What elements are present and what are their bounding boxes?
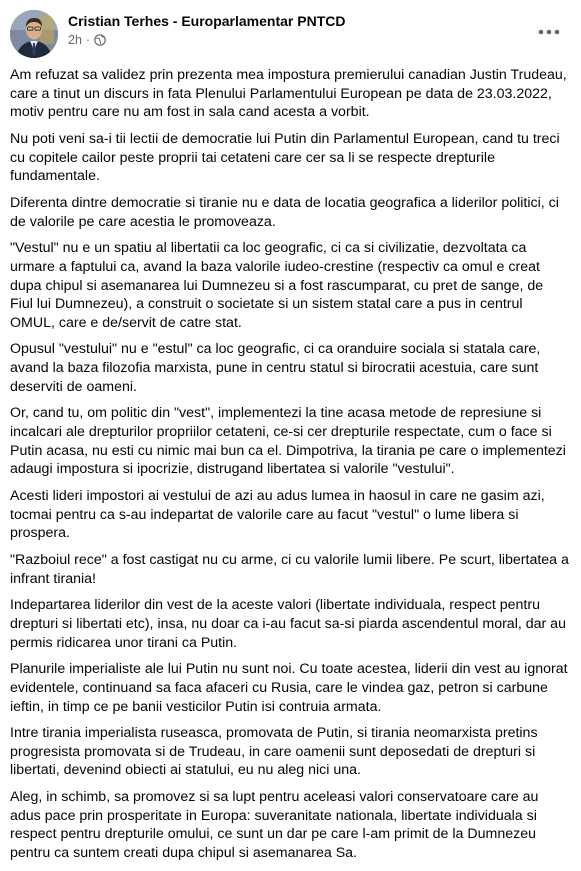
post-paragraph: Aleg, in schimb, sa promovez si sa lupt pentru aceleasi valori conservatoare care au adus pace prin prosperitate in Europa: suveranitate nationala, libertate individuala si respect pentru drepturile omului, ce sunt un dar pe care l-am primit de la Dumnezeu pentru ca suntem creati dupa chipul si asemanarea Sa. (10, 789, 539, 862)
meta-separator: · (85, 33, 91, 47)
globe-icon[interactable] (94, 34, 106, 46)
post-paragraph: Acesti lideri impostori ai vestului de azi au adus lumea in haosul in care ne gasim azi, tocmai pentru ca s-au indepartat de valorile care au facut "vestul" o lume libera si prospera. (10, 488, 545, 542)
post-paragraph: "Razboiul rece" a fost castigat nu cu arme, ci cu valorile lumii libere. Pe scurt, libertatea a infrant tirania! (10, 551, 569, 587)
post-paragraph: Indepartarea liderilor din vest de la aceste valori (libertate individuala, respect pentru drepturi si libertati etc), insa, nu doar ca i-au facut sa-si piarda ascendentul moral, dar au permis ridicarea unor tirani ca Putin. (10, 597, 566, 651)
author-block (68, 12, 345, 48)
post-paragraph: Am refuzat sa validez prin prezenta mea impostura premierului canadian Justin Trudeau, care a tinut un discurs in fata Plenului Parlamentului European pe data de 23.03.2022, motiv pentru care nu am fost in sala cand acesta a vorbit. (10, 67, 567, 121)
post-timestamp[interactable]: 2h (68, 33, 82, 47)
post-paragraph: "Vestul" nu e un spatiu al libertatii ca loc geografic, ci ca si civilizatie, dezvoltata ca urmare a faptului ca, avand la baza valorile iudeo-crestine (respectiv ca omul e creat dupa chipul si asemanarea lui Dumnezeu si a fost rascumparat, cu pret de sange, de Fiul lui Dumnezeu), a construit o societate si un sistem statal care a pus in centrul OMUL, care e de/servit de catre stat. (10, 240, 544, 331)
post-paragraph: Diferenta dintre democratie si tiranie nu e data de locatia geografica a liderilor politici, ci de valorile pe care acestia le promoveaza. (10, 194, 559, 230)
post-paragraph: Opusul "vestului" nu e "estul" ca loc geografic, ci ca oranduire sociala si statala care, avand la baza filozofia marxista, pune in centru statul si birocratii acestuia, care sunt deserviti de oameni. (10, 341, 541, 395)
post-paragraph: Planurile imperialiste ale lui Putin nu sunt noi. Cu toate acestea, liderii din vest au ignorat evidentele, continuand sa faca afaceri cu Rusia, care le vindea gaz, petron si carbune ieftin, in timp ce pe banii vesticilor Putin isi contruia armata. (10, 661, 568, 715)
post-meta (68, 32, 345, 48)
post-header (10, 10, 567, 60)
post-paragraph: Nu poti veni sa-i tii lectii de democratie lui Putin din Parlamentul European, cand tu treci cu copitele cailor peste proprii tai cetateni care cer sa li se respecte drepturile fundamentale. (10, 130, 560, 185)
post-paragraph: Or, cand tu, om politic din "vest", implementezi la tine acasa metode de represiune si incalcari ale drepturilor propriilor cetateni, ce-si cer drepturile respectate, cum o face si Putin acasa, nu esti cu nimic mai bun ca el. Dimpotriva, la tirania pe care o implementezi adaugi impostura si ipocrizie, distrugand libertatea si valorile "vestului". (10, 405, 566, 478)
post-body (10, 66, 569, 871)
more-horizontal-icon (538, 29, 560, 35)
profile-photo-icon (10, 10, 58, 58)
more-options-button[interactable] (531, 18, 567, 46)
post-paragraph: Intre tirania imperialista ruseasca, promovata de Putin, si tirania neomarxista pretins progresista promovata si de Trudeau, in care oamenii sunt deposedati de drepturi si libertati, devenind obiecti ai statului, eu nu aleg nici una. (10, 725, 538, 779)
author-avatar[interactable] (10, 10, 58, 58)
author-name[interactable]: Cristian Terhes - Europarlamentar PNTCD (68, 13, 346, 29)
